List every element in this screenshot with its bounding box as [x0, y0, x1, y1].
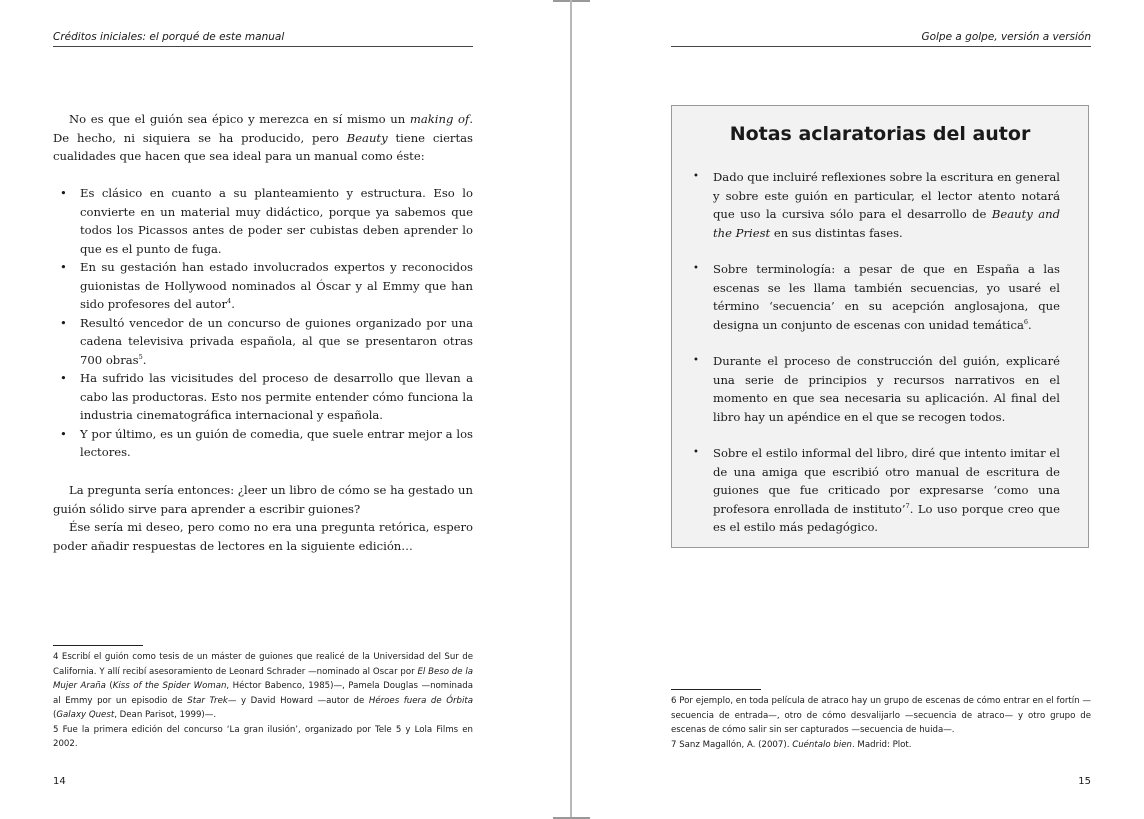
running-head-left: Créditos iniciales: el porqué de este manual: [53, 31, 473, 47]
paragraph: La pregunta sería entonces: ¿leer un libro de cómo se ha gestado un guión sólido sirve para aprender a escribir guiones?: [53, 483, 473, 516]
paragraph: Ése sería mi deseo, pero como no era una pregunta retórica, espero poder añadir respuestas de lectores en la siguiente edición…: [53, 520, 473, 553]
list-item: • Sobre el estilo informal del libro, diré que intento imitar el de una amiga que escribió otro manual de escritura de guiones que fue criticado por expresarse ‘como una profesora enrollada de instituto’$^7$. Lo uso porque creo que es el estilo más pedagógico.: [693, 446, 1060, 534]
footnote-rule: [671, 689, 761, 690]
bullet-icon: •: [60, 315, 67, 330]
footnote-6: 6 Por ejemplo, en toda película de atraco hay un grupo de escenas de cómo entrar en el fortín —secuencia de entrada—, otro de cómo desvalijarlo —secuencia de atraco— y otro grupo de escenas de cómo salir sin ser capturados —secuencia de huida—.: [671, 696, 1091, 735]
right-page: [671, 0, 1091, 819]
notes-box-title: Notas aclaratorias del autor: [729, 123, 1031, 145]
page-number-right: 15: [1078, 776, 1091, 787]
list-item: • Durante el proceso de construcción del guión, explicaré una serie de principios y recursos narrativos en el momento en que sea necesaria su aplicación. Al final del libro hay un apéndice en el que se recogen todos.: [693, 354, 1060, 424]
closing-paragraphs: [53, 481, 473, 555]
footnote-ref[interactable]: 5: [138, 352, 143, 361]
footnote-ref[interactable]: 4: [227, 297, 232, 306]
bullet-icon: •: [693, 263, 699, 274]
notes-list: [686, 168, 1060, 555]
bullet-icon: •: [60, 260, 67, 274]
footnote-7: 7 Sanz Magallón, A. (2007). Cuéntalo bien. Madrid: Plot.: [671, 739, 912, 750]
footnote-ref[interactable]: 6: [1023, 317, 1029, 326]
bullet-icon: •: [60, 426, 67, 441]
list-item: • Resultó vencedor de un concurso de guiones organizado por una cadena televisiva privada española, al que se presentaron otras 700 obras$^5$.: [60, 315, 473, 367]
footnotes-left: [53, 650, 473, 752]
footnote-4: 4 Escribí el guión como tesis de un máster de guiones que realicé de la Universidad del Sur de California. Y allí recibí asesoramiento de Leonard Schrader —nominado al Oscar por El Beso de la Mujer Araña (Kiss of the Spider Woman, Héctor Babenco, 1985)—, Pamela Douglas —nominada al Emmy por un episodio de Star Trek— y David Howard —autor de Héroes fuera de Órbita (Galaxy Quest, Dean Parisot, 1999)—.: [53, 652, 474, 720]
author-notes-box: [671, 105, 1089, 548]
page-number-left: 14: [53, 776, 66, 787]
bullet-icon: •: [693, 171, 699, 182]
running-head-right: Golpe a golpe, versión a versión: [671, 31, 1091, 47]
list-item: • En su gestación han estado involucrados expertos y reconocidos guionistas de Hollywood nominados al Óscar y al Emmy que han sido profesores del autor$^4$.: [60, 260, 473, 311]
intro-paragraph: No es que el guión sea épico y merezca en sí mismo un making of. De hecho, ni siquiera se ha producido, pero Beauty tiene ciertas cualidades que hacen que sea ideal para un manual como éste:: [53, 112, 473, 163]
footnote-5: 5 Fue la primera edición del concurso ‘La gran ilusión’, organizado por Tele 5 y Lola Films en 2002.: [53, 724, 473, 749]
list-item: • Sobre terminología: a pesar de que en España a las escenas se les llama también secuencias, yo usaré el término ‘secuencia’ en su acepción anglosajona, que designa un conjunto de escenas con unidad temática$^6$.: [693, 262, 1060, 332]
list-item: • Es clásico en cuanto a su planteamiento y estructura. Eso lo convierte en un material muy didáctico, porque ya sabemos que todos los Picassos antes de poder ser cubistas deben aprender lo que es el punto de fuga.: [60, 186, 473, 256]
footnote-ref[interactable]: 7: [905, 501, 910, 510]
left-page: [53, 0, 473, 819]
bullet-icon: •: [693, 447, 699, 458]
bullet-icon: •: [60, 371, 67, 385]
bullet-icon: •: [693, 355, 699, 366]
list-item: • Ha sufrido las vicisitudes del proceso de desarrollo que llevan a cabo las productoras. Esto nos permite entender cómo funciona la industria cinematográfica internacional y española.: [60, 371, 473, 422]
qualities-list: [53, 184, 473, 462]
footnote-rule: [53, 645, 143, 646]
list-item: • Dado que incluiré reflexiones sobre la escritura en general y sobre este guión en particular, el lector atento notará que uso la cursiva sólo para el desarrollo de Beauty and the Priest en sus distintas fases.: [693, 170, 1060, 240]
footnotes-right: [671, 694, 1091, 752]
book-spine: [570, 0, 572, 819]
list-item: • Y por último, es un guión de comedia, que suele entrar mejor a los lectores.: [60, 426, 473, 459]
bullet-icon: •: [60, 186, 67, 200]
